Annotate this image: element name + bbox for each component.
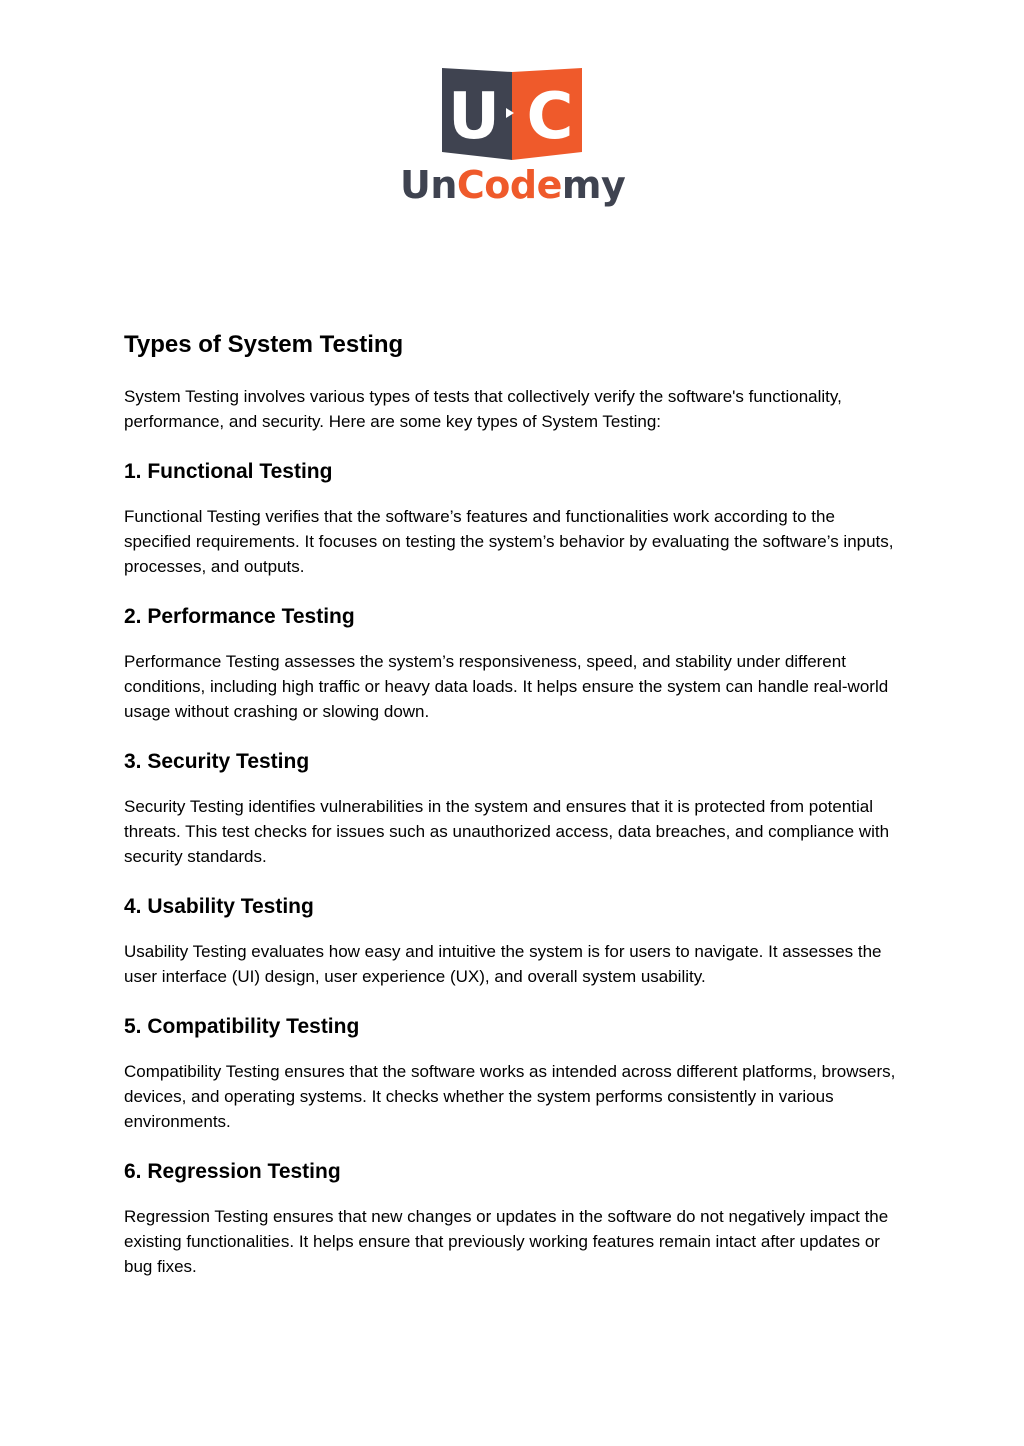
section-body: Regression Testing ensures that new changes or updates in the software do not negatively impact the existing functionalities. It helps ensure that previously working features remain intact after updates or bug fixes. — [124, 1207, 889, 1276]
logo-word-part-2: Code — [456, 163, 562, 207]
section-heading: 2. Performance Testing — [124, 605, 355, 628]
document-title: Types of System Testing — [124, 331, 404, 358]
section-heading: 4. Usability Testing — [124, 895, 314, 918]
logo-mark-left-letter: U — [448, 80, 500, 154]
logo-word-part-3: my — [561, 163, 626, 207]
section-regression-testing — [124, 1158, 904, 1279]
section-heading: 5. Compatibility Testing — [124, 1015, 360, 1038]
section-body: Compatibility Testing ensures that the software works as intended across different platforms, browsers, devices, and operating systems. It checks whether the system performs consistently in various environments. — [124, 1062, 896, 1131]
section-heading: 3. Security Testing — [124, 750, 310, 773]
intro-paragraph: System Testing involves various types of tests that collectively verify the software's functionality, performance, and security. Here are some key types of System Testing: — [124, 387, 842, 431]
section-performance-testing — [124, 603, 904, 724]
logo-mark-right-letter: C — [526, 80, 574, 154]
section-body: Functional Testing verifies that the software’s features and functionalities work according to the specified requirements. It focuses on testing the system’s behavior by evaluating the software’s inputs, processes, and outputs. — [124, 507, 894, 576]
section-usability-testing — [124, 893, 904, 989]
uncodemy-logo — [400, 66, 624, 212]
section-compatibility-testing — [124, 1013, 904, 1134]
section-functional-testing — [124, 458, 904, 579]
section-heading: 6. Regression Testing — [124, 1160, 341, 1183]
section-heading: 1. Functional Testing — [124, 460, 333, 483]
section-body: Security Testing identifies vulnerabilities in the system and ensures that it is protected from potential threats. This test checks for issues such as unauthorized access, data breaches, and compliance with security standards. — [124, 797, 890, 866]
section-body: Usability Testing evaluates how easy and intuitive the system is for users to navigate. It assesses the user interface (UI) design, user experience (UX), and overall system usability. — [124, 942, 882, 986]
section-body: Performance Testing assesses the system’s responsiveness, speed, and stability under different conditions, including high traffic or heavy data loads. It helps ensure the system can handle real-world usage without crashing or slowing down. — [124, 652, 889, 721]
document-body — [124, 330, 904, 1279]
logo-word-part-1: Un — [400, 163, 457, 207]
logo-wordmark — [400, 162, 624, 208]
uncodemy-logo-mark — [442, 66, 582, 160]
section-security-testing — [124, 748, 904, 869]
